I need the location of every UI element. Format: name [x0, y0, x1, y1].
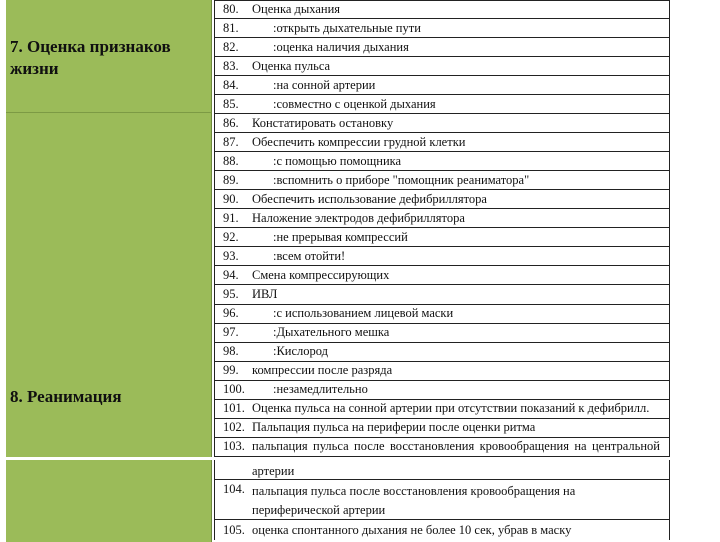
row-number: 88. [223, 153, 239, 168]
table-row [215, 419, 669, 438]
row-number: 99. [223, 363, 239, 378]
row-text: :оценка наличия дыхания [273, 39, 409, 54]
section-8-title: 8. Реанимация [10, 387, 122, 406]
row-text: артерии [252, 464, 295, 478]
table-row [215, 228, 669, 247]
table-row [215, 480, 669, 520]
table-row [215, 133, 669, 152]
row-number: 93. [223, 248, 239, 263]
row-number: 101. [223, 401, 245, 416]
row-number: 98. [223, 344, 239, 359]
table-row [215, 381, 669, 400]
row-text: пальпация пульса после восстановления кровообращения на периферической артерии [252, 484, 576, 517]
table-row [215, 324, 669, 343]
row-number: 81. [223, 20, 239, 35]
row-text: Обеспечить компрессии грудной клетки [252, 134, 466, 149]
row-text: :с использованием лицевой маски [273, 306, 454, 321]
section-7-panel [6, 0, 212, 113]
row-text: Констатировать остановку [252, 115, 394, 130]
table-row [215, 247, 669, 266]
row-number: 83. [223, 58, 239, 73]
row-text: :совместно с оценкой дыхания [273, 96, 436, 111]
table-row [215, 76, 669, 95]
table-row [215, 266, 669, 285]
row-number: 92. [223, 229, 239, 244]
table-row [215, 343, 669, 362]
row-number: 94. [223, 267, 239, 282]
table-row [215, 520, 669, 540]
table-row [215, 38, 669, 57]
table-row [215, 438, 669, 457]
table-row [215, 19, 669, 38]
row-text: Оценка пульса на сонной артерии при отсутствии показаний к дефибрилл. [252, 401, 650, 416]
table-row [215, 285, 669, 304]
table-row [215, 152, 669, 171]
row-number: 90. [223, 191, 239, 206]
row-text: :всем отойти! [273, 248, 346, 263]
row-number: 86. [223, 115, 239, 130]
row-number: 85. [223, 96, 239, 111]
table-row [215, 114, 669, 133]
row-text: ИВЛ [252, 286, 278, 301]
table-row [215, 209, 669, 228]
row-number: 103. [223, 439, 245, 454]
row-text: Смена компрессирующих [252, 267, 390, 282]
row-number: 100. [223, 382, 245, 397]
row-text: компрессии после разряда [252, 363, 393, 378]
table-row [215, 95, 669, 114]
row-number: 80. [223, 2, 239, 17]
table-row [215, 171, 669, 190]
row-text: Оценка пульса [252, 58, 331, 73]
table-row [215, 400, 669, 419]
section-7-title: 7. Оценка признаков жизни [10, 37, 171, 78]
table-row [215, 57, 669, 76]
row-number: 87. [223, 134, 239, 149]
row-text: :не прерывая компрессий [273, 229, 408, 244]
row-text: :открыть дыхательные пути [273, 20, 421, 35]
row-text: :с помощью помощника [273, 153, 402, 168]
row-number: 84. [223, 77, 239, 92]
row-text: Обеспечить использование дефибриллятора [252, 191, 487, 206]
row-text: Оценка дыхания [252, 2, 341, 17]
checklist-table [214, 0, 670, 457]
row-number: 96. [223, 306, 239, 321]
row-text: оценка спонтанного дыхания не более 10 сек, убрав в маску [252, 522, 572, 537]
table-row [215, 190, 669, 209]
checklist-table-continued [214, 460, 670, 540]
row-text: пальпация пульса после восстановления кровообращения на центральной [252, 439, 660, 454]
row-text: :вспомнить о приборе "помощник реаниматора" [273, 172, 530, 187]
row-text: :Кислород [273, 344, 329, 359]
row-number: 89. [223, 172, 239, 187]
table-row [215, 362, 669, 381]
row-number: 102. [223, 420, 245, 435]
table-row [215, 460, 669, 480]
table-row [215, 305, 669, 324]
row-number: 105. [223, 522, 245, 537]
section-continuation-panel [6, 458, 212, 542]
row-text: Пальпация пульса на периферии после оценки ритма [252, 420, 536, 435]
row-text: :Дыхательного мешка [273, 325, 390, 340]
row-number: 104. [223, 482, 245, 496]
row-text: :незамедлительно [273, 382, 368, 397]
row-number: 97. [223, 325, 239, 340]
table-row [215, 0, 669, 19]
section-8-panel [6, 113, 212, 457]
row-number: 91. [223, 210, 239, 225]
row-number: 82. [223, 39, 239, 54]
row-number: 95. [223, 286, 239, 301]
row-text: Наложение электродов дефибриллятора [252, 210, 465, 225]
row-text: :на сонной артерии [273, 77, 376, 92]
